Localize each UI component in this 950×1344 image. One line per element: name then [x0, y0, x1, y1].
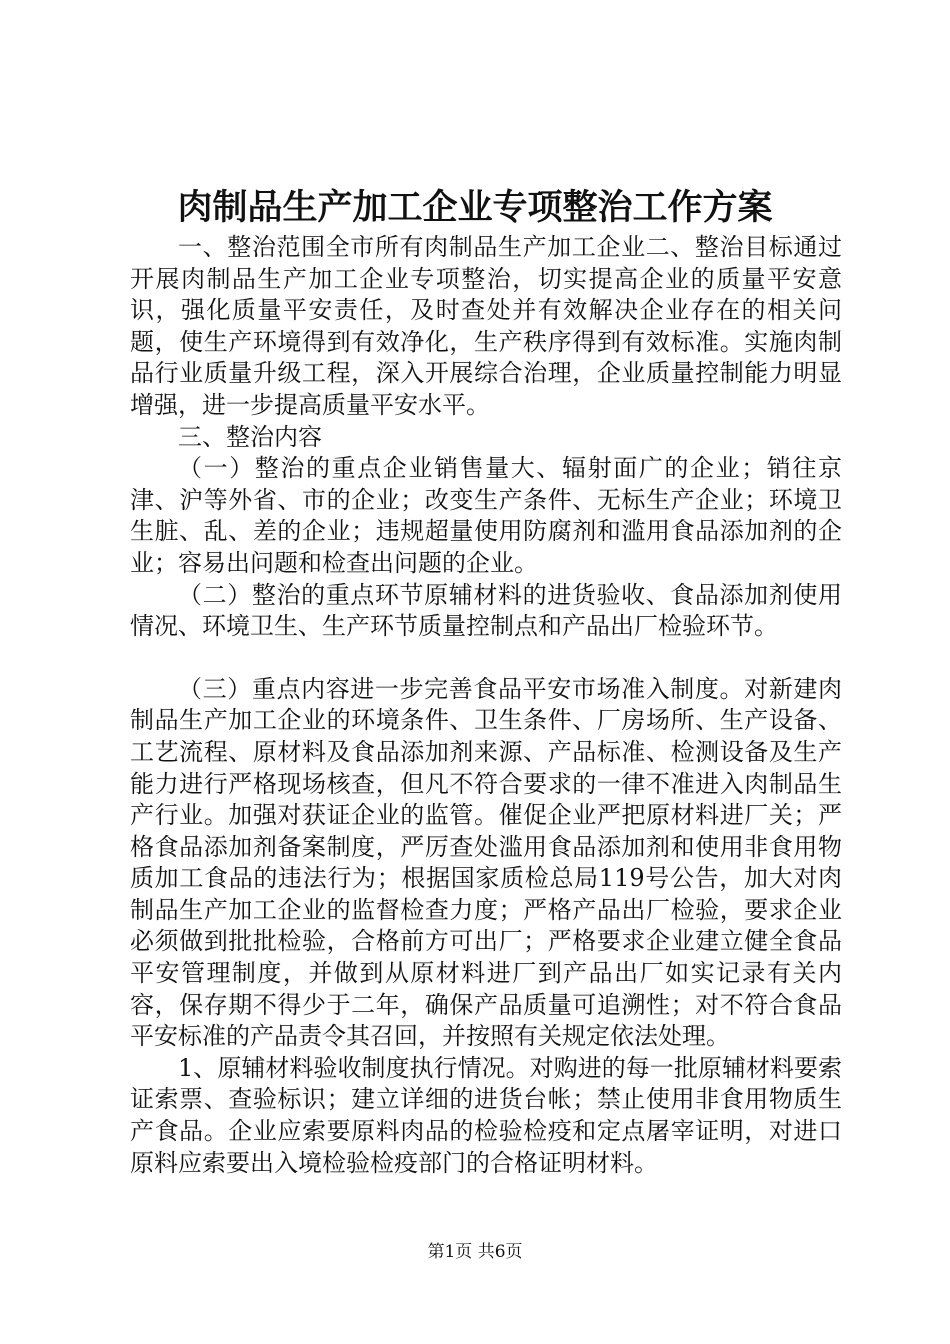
paragraph-key-content: （三）重点内容进一步完善食品平安市场准入制度。对新建肉制品生产加工企业的环境条件、卫生条件、厂房场所、生产设备、工艺流程、原材料及食品添加剂来源、产品标准、检测设备及生产能力进行严格现场核查，但凡不符合要求的一律不准进入肉制品生产行业。加强对获证企业的监管。催促企业严把原材料进厂关；严格食品添加剂备案制度，严厉查处滥用食品添加剂和使用非食用物质加工食品的违法行为；根据国家质检总局119号公告，加大对肉制品生产加工企业的监督检查力度；严格产品出厂检验，要求企业必须做到批批检验，合格前方可出厂；严格要求企业建立健全食品平安管理制度，并做到从原材料进厂到产品出厂如实记录有关内容，保存期不得少于二年，确保产品质量可追溯性；对不符合食品平安标准的产品责令其召回，并按照有关规定依法处理。 [130, 674, 842, 1051]
document-body [130, 232, 842, 1179]
paragraph-scope-objectives: 一、整治范围全市所有肉制品生产加工企业二、整治目标通过开展肉制品生产加工企业专项整治，切实提高企业的质量平安意识，强化质量平安责任，及时查处并有效解决企业存在的相关问题，使生产环境得到有效净化，生产秩序得到有效标准。实施肉制品行业质量升级工程，深入开展综合治理，企业质量控制能力明显增强，进一步提高质量平安水平。 [130, 233, 842, 419]
paragraph-raw-material-inspection: 1、原辅材料验收制度执行情况。对购进的每一批原辅材料要索证索票、查验标识；建立详细的进货台帐；禁止使用非食用物质生产食品。企业应索要原料肉品的检验检疫和定点屠宰证明，对进口原料应索要出入境检验检疫部门的合格证明材料。 [130, 1053, 842, 1177]
section-heading-content: 三、整治内容 [178, 422, 322, 451]
paragraph-key-enterprises: （一）整治的重点企业销售量大、辐射面广的企业；销往京津、沪等外省、市的企业；改变生产条件、无标生产企业；环境卫生脏、乱、差的企业；违规超量使用防腐剂和滥用食品添加剂的企业；容易出问题和检查出问题的企业。 [130, 454, 842, 577]
document-title: 肉制品生产加工企业专项整治工作方案 [177, 187, 773, 228]
paragraph-key-links: （二）整治的重点环节原辅材料的进货验收、食品添加剂使用情况、环境卫生、生产环节质量控制点和产品出厂检验环节。 [130, 580, 842, 641]
page-number-footer: 第1页 共6页 [427, 1242, 523, 1262]
